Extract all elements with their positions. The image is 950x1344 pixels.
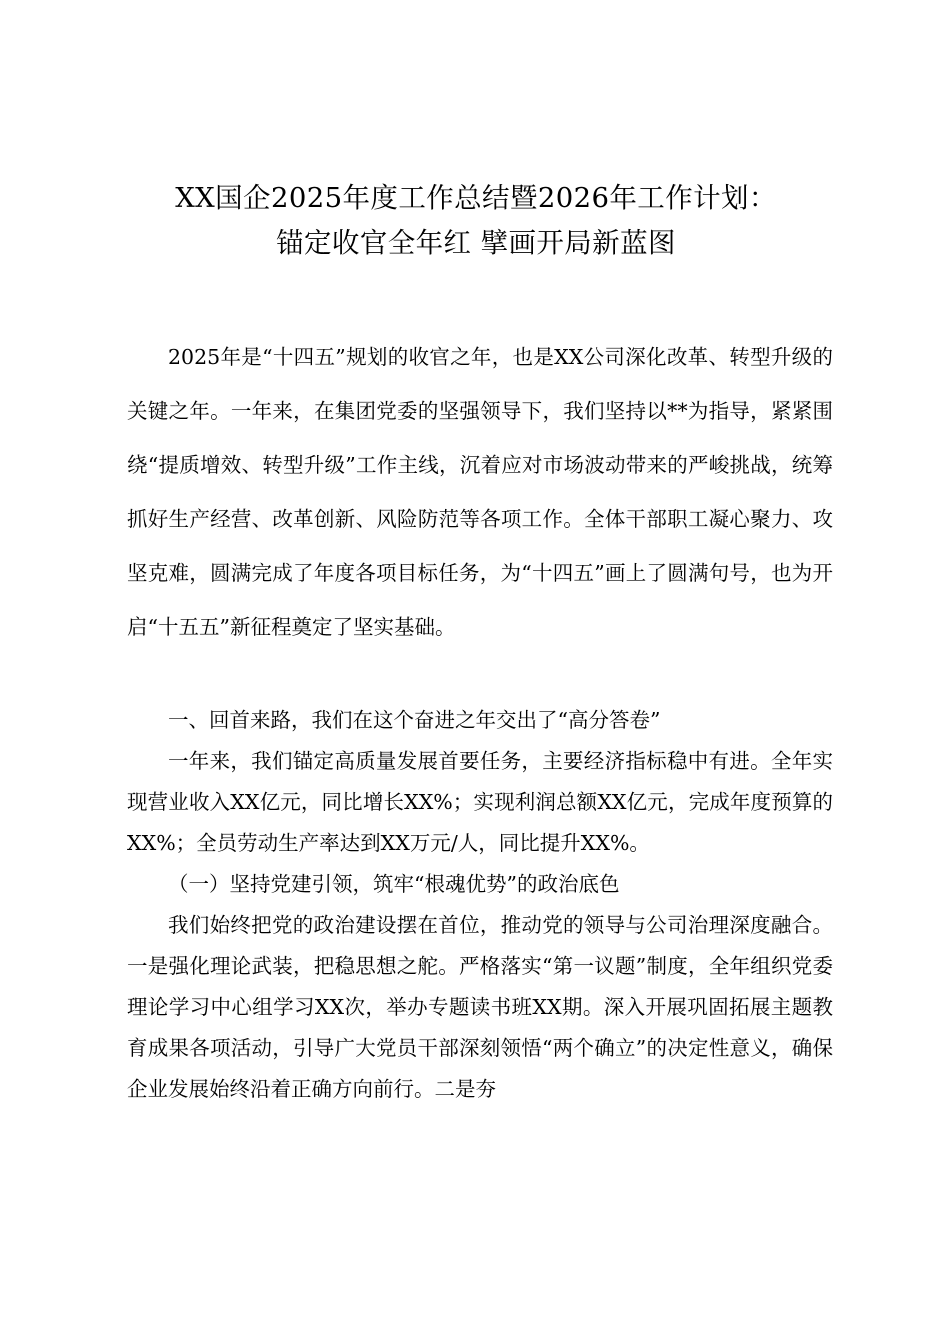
page-title <box>120 176 832 266</box>
intro-paragraph: 2025年是“十四五”规划的收官之年，也是XX公司深化改革、转型升级的关键之年。一年来，在集团党委的坚强领导下，我们坚持以**为指导，紧紧围绕“提质增效、转型升级”工作主线，沉着应对市场波动带来的严峻挑战，统筹抓好生产经营、改革创新、风险防范等各项工作。全体干部职工凝心聚力、攻坚克难，圆满完成了年度各项目标任务，为“十四五”画上了圆满句号，也为开启“十五五”新征程奠定了坚实基础。 <box>127 345 833 639</box>
subsection-one-paragraph: 我们始终把党的政治建设摆在首位，推动党的领导与公司治理深度融合。一是强化理论武装，把稳思想之舵。严格落实“第一议题”制度，全年组织党委理论学习中心组学习XX次，举办专题读书班XX期。深入开展巩固拓展主题教育成果各项活动，引导广大党员干部深刻领悟“两个确立”的决定性意义，确保企业发展始终沿着正确方向前行。二是夯 <box>127 913 833 1101</box>
page-title-line-2: 锚定收官全年红 擘画开局新蓝图 <box>276 227 676 259</box>
section-heading-one: 一、回首来路，我们在这个奋进之年交出了“高分答卷” <box>168 708 661 732</box>
subsection-heading-one: （一）坚持党建引领，筑牢“根魂优势”的政治底色 <box>168 872 620 896</box>
section-one-container <box>127 700 833 1110</box>
intro-paragraph-container <box>127 330 833 654</box>
section-one-paragraph: 一年来，我们锚定高质量发展首要任务，主要经济指标稳中有进。全年实现营业收入XX亿元，同比增长XX%；实现利润总额XX亿元，完成年度预算的XX%；全员劳动生产率达到XX万元/人，同比提升XX%。 <box>127 749 833 855</box>
page-title-line-1: XX国企2025年度工作总结暨2026年工作计划： <box>175 182 777 214</box>
